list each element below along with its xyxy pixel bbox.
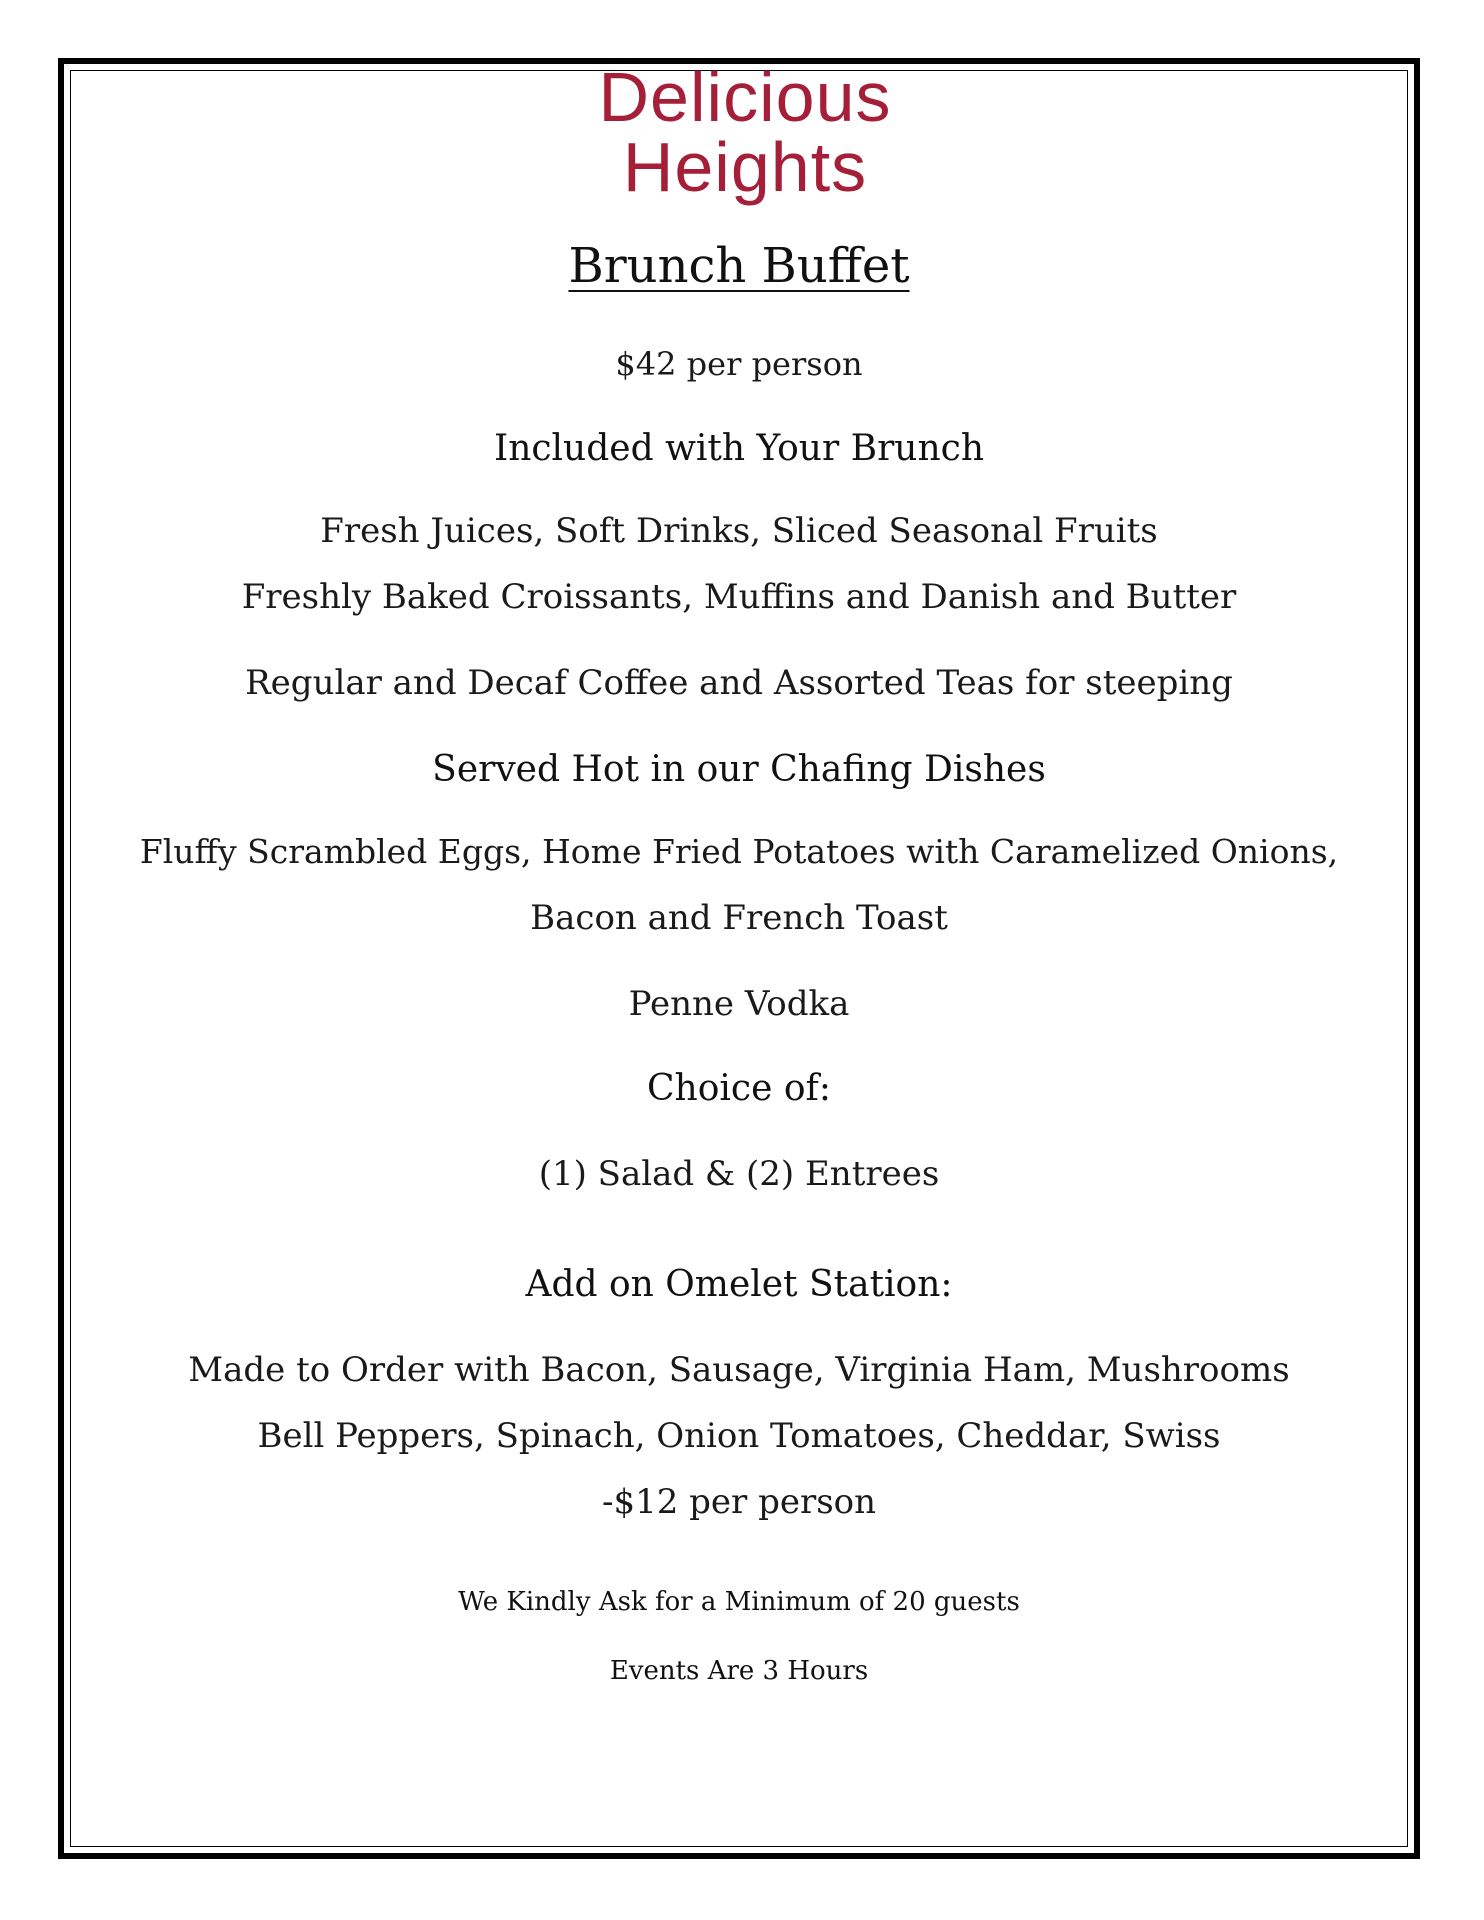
- logo-line-2: Heights: [622, 128, 868, 206]
- choice-line-1: (1) Salad & (2) Entrees: [538, 1154, 940, 1194]
- hot-line-1: Fluffy Scrambled Eggs, Home Fried Potatoes with Caramelized Onions,: [139, 832, 1339, 871]
- minimum-guests-note: We Kindly Ask for a Minimum of 20 guests: [458, 1587, 1020, 1617]
- included-heading: Included with Your Brunch: [493, 428, 985, 469]
- delicious-heights-logo: [540, 58, 950, 222]
- menu-title: Brunch Buffet: [568, 238, 910, 294]
- included-line-2: Freshly Baked Croissants, Muffins and Danish and Butter: [241, 577, 1237, 617]
- choice-heading: Choice of:: [647, 1068, 831, 1109]
- hot-heading: Served Hot in our Chafing Dishes: [432, 749, 1046, 790]
- price-per-person: $42 per person: [615, 345, 863, 383]
- hot-line-2: Bacon and French Toast: [530, 898, 948, 938]
- hot-line-3: Penne Vodka: [628, 984, 850, 1024]
- page-border-inner: [70, 70, 1408, 1847]
- omelet-price: -$12 per person: [601, 1482, 877, 1522]
- event-duration-note: Events Are 3 Hours: [609, 1656, 869, 1686]
- logo-line-1: Delicious: [598, 58, 892, 136]
- omelet-line-1: Made to Order with Bacon, Sausage, Virginia Ham, Mushrooms: [188, 1350, 1290, 1390]
- included-line-1: Fresh Juices, Soft Drinks, Sliced Seasonal Fruits: [320, 511, 1158, 551]
- omelet-line-2: Bell Peppers, Spinach, Onion Tomatoes, Cheddar, Swiss: [257, 1416, 1221, 1456]
- omelet-heading: Add on Omelet Station:: [525, 1264, 953, 1305]
- included-line-3: Regular and Decaf Coffee and Assorted Teas for steeping: [245, 663, 1233, 703]
